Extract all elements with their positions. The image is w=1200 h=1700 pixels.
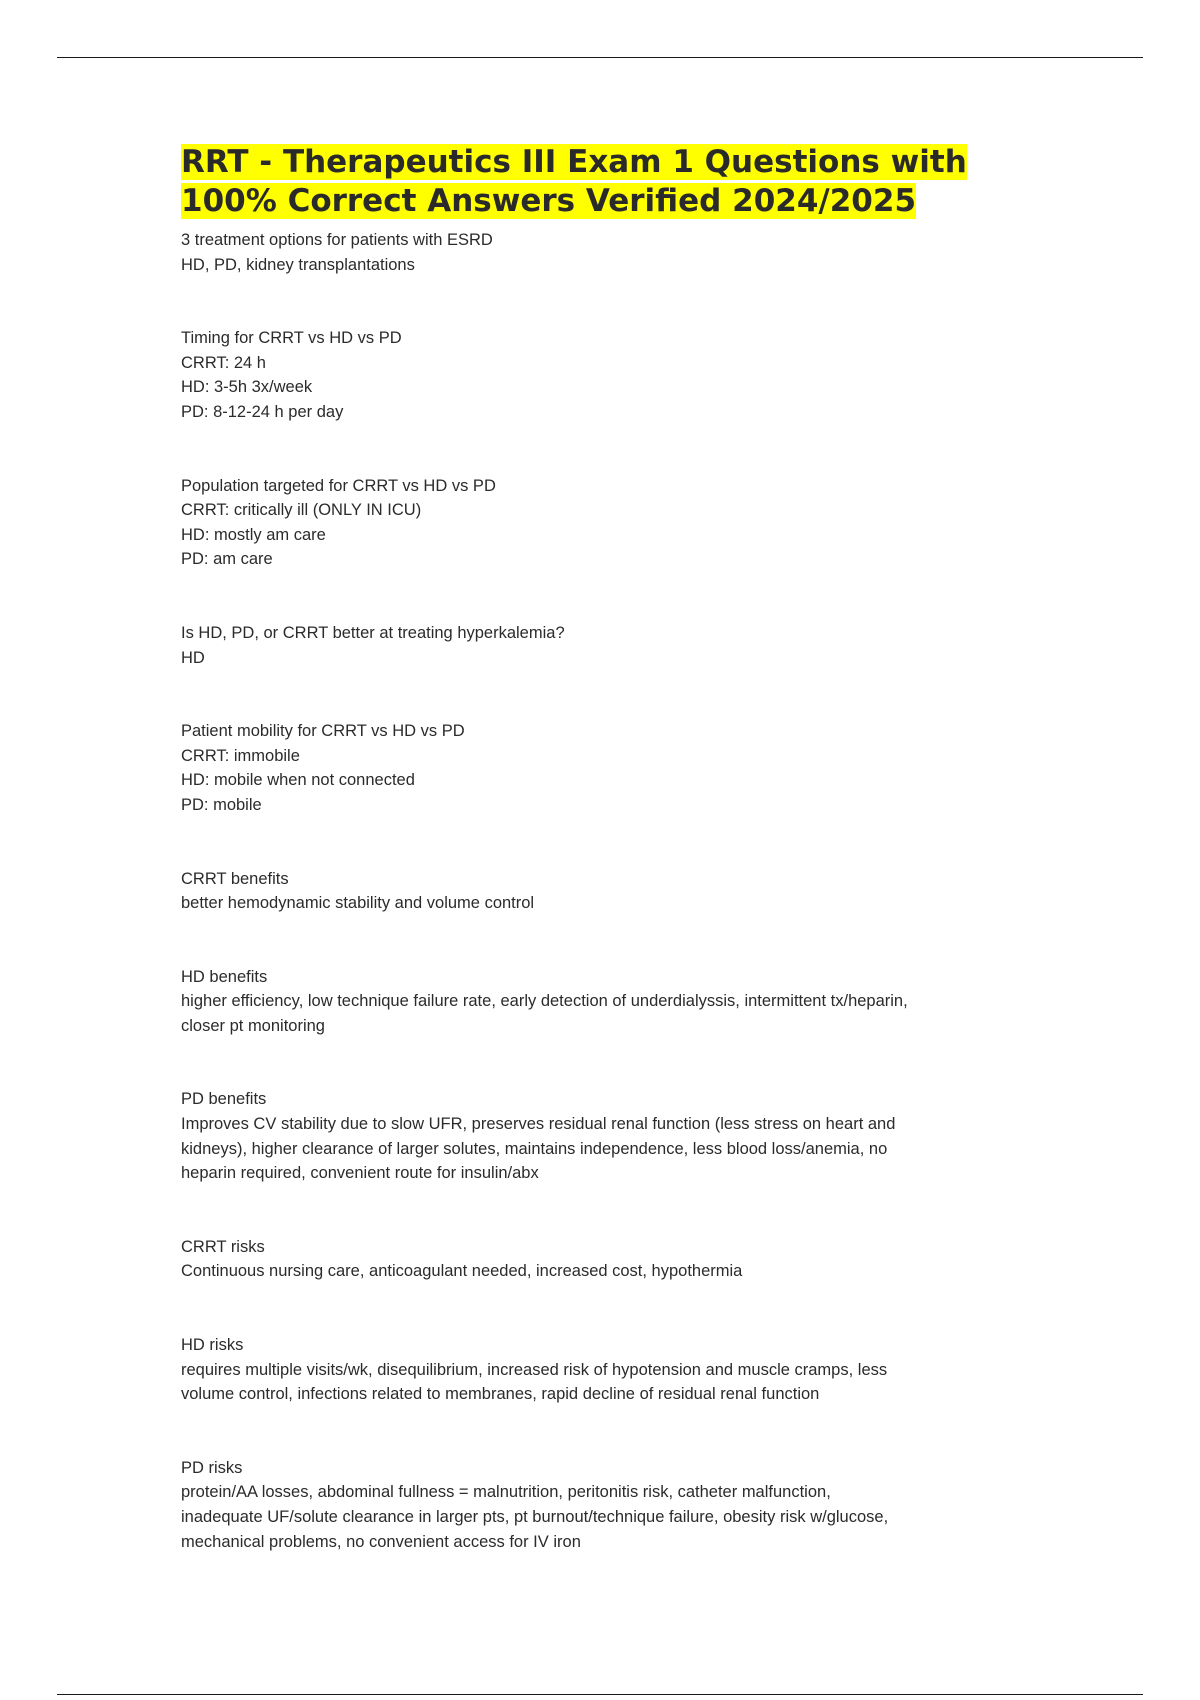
qa-item: [181, 1087, 1041, 1185]
title-line-1: RRT - Therapeutics III Exam 1 Questions with: [181, 144, 967, 180]
answer-line: mechanical problems, no convenient access for IV iron: [181, 1532, 581, 1551]
answer-line: HD: mobile when not connected: [181, 771, 415, 790]
qa-item: [181, 1456, 1041, 1554]
footer-rule: [57, 1694, 1143, 1695]
qa-item: [181, 867, 1041, 916]
question-text: CRRT risks: [181, 1237, 265, 1256]
answer-line: CRRT: 24 h: [181, 353, 266, 372]
answer-line: higher efficiency, low technique failure rate, early detection of underdialyssis, intermittent tx/heparin,: [181, 992, 908, 1011]
question-text: Population targeted for CRRT vs HD vs PD: [181, 476, 496, 495]
qa-item: [181, 1235, 1041, 1284]
qa-list: [181, 228, 1041, 1554]
question-text: Is HD, PD, or CRRT better at treating hyperkalemia?: [181, 623, 565, 642]
answer-line: better hemodynamic stability and volume control: [181, 894, 535, 913]
answer-line: kidneys), higher clearance of larger solutes, maintains independence, less blood loss/anemia, no: [181, 1139, 888, 1158]
answer-line: CRRT: immobile: [181, 746, 300, 765]
answer-line: HD: 3-5h 3x/week: [181, 378, 313, 397]
answer-line: Continuous nursing care, anticoagulant needed, increased cost, hypothermia: [181, 1262, 743, 1281]
answer-line: volume control, infections related to membranes, rapid decline of residual renal function: [181, 1385, 820, 1404]
page-title: [181, 143, 1041, 221]
qa-item: [181, 719, 1041, 817]
answer-line: heparin required, convenient route for insulin/abx: [181, 1164, 539, 1183]
answer-line: PD: mobile: [181, 795, 262, 814]
question-text: Patient mobility for CRRT vs HD vs PD: [181, 722, 465, 741]
answer-line: requires multiple visits/wk, disequilibrium, increased risk of hypotension and muscle cramps, less: [181, 1360, 888, 1379]
question-text: PD benefits: [181, 1090, 267, 1109]
question-text: PD risks: [181, 1458, 243, 1477]
answer-line: closer pt monitoring: [181, 1016, 325, 1035]
question-text: 3 treatment options for patients with ESRD: [181, 231, 493, 249]
answer-line: HD: [181, 648, 205, 667]
header-rule: [57, 57, 1143, 58]
qa-item: [181, 965, 1041, 1039]
qa-item: [181, 474, 1041, 572]
qa-item: [181, 228, 1041, 277]
question-text: HD benefits: [181, 967, 268, 986]
answer-line: protein/AA losses, abdominal fullness = malnutrition, peritonitis risk, catheter malfunction,: [181, 1483, 831, 1502]
question-text: CRRT benefits: [181, 869, 289, 888]
answer-line: HD: mostly am care: [181, 525, 326, 544]
qa-item: [181, 326, 1041, 424]
qa-item: [181, 621, 1041, 670]
answer-line: CRRT: critically ill (ONLY IN ICU): [181, 501, 422, 520]
answer-line: inadequate UF/solute clearance in larger pts, pt burnout/technique failure, obesity risk w/glucose,: [181, 1508, 889, 1526]
answer-line: HD, PD, kidney transplantations: [181, 255, 415, 274]
document-body: [181, 143, 1041, 1603]
answer-line: PD: 8-12-24 h per day: [181, 402, 344, 421]
qa-item: [181, 1333, 1041, 1407]
question-text: HD risks: [181, 1336, 244, 1355]
answer-line: Improves CV stability due to slow UFR, preserves residual renal function (less stress on heart and: [181, 1115, 896, 1134]
question-text: Timing for CRRT vs HD vs PD: [181, 329, 402, 348]
answer-line: PD: am care: [181, 550, 273, 569]
title-line-2: 100% Correct Answers Verified 2024/2025: [181, 183, 917, 219]
